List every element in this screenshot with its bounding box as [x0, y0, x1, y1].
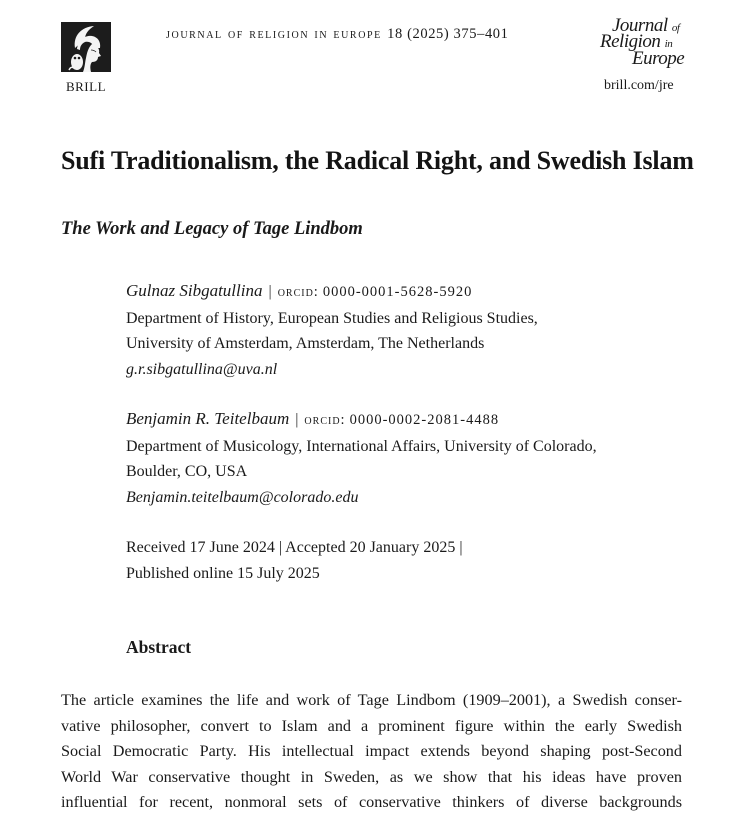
publisher-name: BRILL	[65, 79, 107, 94]
journal-logo-word-journal: Journal	[612, 15, 668, 36]
published-online-date: Published online 15 July 2025	[126, 564, 320, 582]
journal-citation	[166, 26, 509, 43]
article-title: Sufi Traditionalism, the Radical Right, and Swedish Islam	[61, 146, 694, 175]
author-block	[126, 278, 706, 382]
author-affiliation: University of Amsterdam, Amsterdam, The Netherlands	[126, 335, 485, 352]
journal-logo-word-of: of	[671, 22, 680, 34]
author-affiliation: Department of History, European Studies and Religious Studies,	[126, 309, 538, 327]
abstract-line: World War conservative thought in Sweden, as we show that his ideas have proven	[61, 767, 682, 786]
author-name: Benjamin R. Teitelbaum	[126, 409, 290, 428]
author-block	[126, 406, 706, 510]
abstract-heading: Abstract	[126, 637, 192, 657]
author-email-link[interactable]: Benjamin.teitelbaum@colorado.edu	[126, 488, 359, 506]
abstract-body	[61, 688, 682, 816]
author-name-line	[126, 278, 706, 306]
abstract-line: Social Democratic Party. His intellectual impact extends beyond shaping post-Second	[61, 742, 682, 760]
abstract-line: The article examines the life and work of Tage Lindbom (1909–2001), a Swedish conser-	[61, 691, 682, 709]
orcid-label: orcid:	[277, 284, 319, 300]
athena-owl-logo-icon	[61, 22, 111, 72]
author-affiliation: Department of Musicology, International Affairs, University of Colorado,	[126, 437, 597, 455]
abstract-line: vative philosopher, convert to Islam and a prominent figure within the early Swedish	[61, 716, 682, 735]
orcid-link[interactable]: 0000-0001-5628-5920	[322, 284, 473, 300]
journal-logo-line3: Europe	[632, 48, 685, 69]
received-accepted-dates: Received 17 June 2024 | Accepted 20 January 2025 |	[126, 539, 463, 556]
abstract-line: influential for recent, nonmoral sets of conservative thinkers of diverse backgrounds	[61, 793, 682, 811]
journal-url-link[interactable]: brill.com/jre	[604, 78, 674, 93]
journal-logo-word-in: in	[664, 38, 673, 50]
journal-name: journal of religion in europe	[166, 26, 382, 42]
author-name: Gulnaz Sibgatullina	[126, 281, 263, 300]
journal-volume: 18 (2025) 375–401	[387, 26, 509, 42]
orcid-link[interactable]: 0000-0002-2081-4488	[349, 412, 500, 428]
journal-logo	[598, 14, 688, 70]
author-email-link[interactable]: g.r.sibgatullina@uva.nl	[126, 360, 278, 378]
orcid-label: orcid:	[304, 412, 346, 428]
separator: |	[295, 411, 299, 428]
author-affiliation: Boulder, CO, USA	[126, 463, 248, 480]
publication-dates	[126, 535, 546, 586]
separator: |	[268, 283, 272, 300]
article-subtitle: The Work and Legacy of Tage Lindbom	[61, 219, 363, 239]
journal-logo-word-religion: Religion	[600, 31, 661, 52]
author-name-line	[126, 406, 706, 434]
